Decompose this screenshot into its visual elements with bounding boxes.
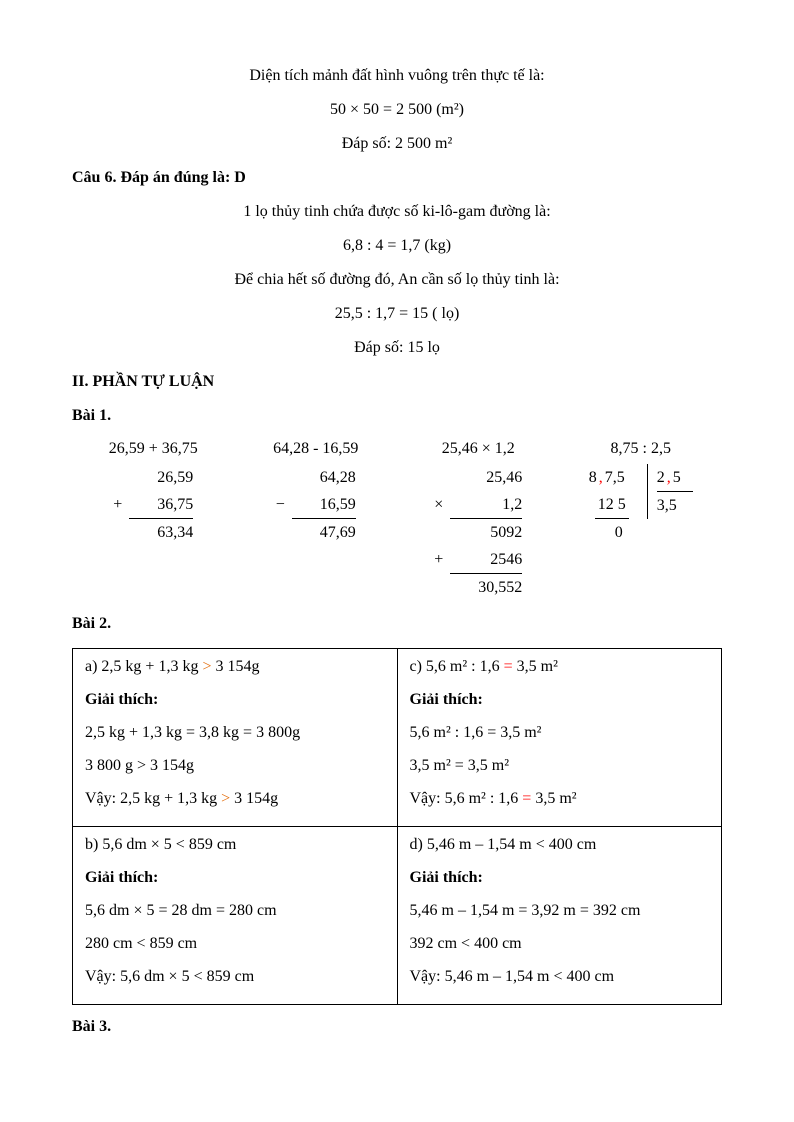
spacer	[434, 574, 450, 601]
conclusion-c	[410, 789, 710, 809]
explain-line: 2,5 kg + 1,3 kg = 3,8 kg = 3 800g	[85, 724, 301, 741]
conclusion-d: Vậy: 5,46 m – 1,54 m < 400 cm	[409, 968, 615, 985]
division-working: 12 5	[595, 491, 629, 519]
comparison-symbol: =	[522, 790, 532, 807]
statement-a-pre: a) 2,5 kg + 1,3 kg	[85, 658, 203, 675]
expression-division: 8,75 : 2,5	[610, 440, 671, 457]
spacer	[276, 464, 292, 491]
cau6-solution-line-2: Để chia hết số đường đó, An cần số lọ thủy tinh là:	[234, 271, 560, 288]
explain-line: 3,5 m² = 3,5 m²	[409, 757, 510, 774]
explain-line: 280 cm < 859 cm	[85, 935, 198, 952]
multiplication-work-column	[397, 464, 560, 606]
explain-label: Giải thích:	[409, 691, 483, 708]
explain-line: 392 cm < 400 cm	[409, 935, 522, 952]
difference-result: 47,69	[319, 524, 356, 541]
dividend-tail: 7,5	[604, 469, 625, 486]
cau5-answer: Đáp số: 2 500 m²	[341, 135, 453, 152]
division-work-column	[560, 464, 723, 606]
cau6-solution-line-1: 1 lọ thủy tinh chứa được số ki-lô-gam đường là:	[243, 203, 551, 220]
statement-b: b) 5,6 dm × 5 < 859 cm	[85, 836, 237, 853]
multiplication-work	[434, 464, 522, 601]
minus-operator: −	[275, 496, 285, 513]
spacer	[276, 519, 292, 546]
cau6-heading: Câu 6. Đáp án đúng là: D	[72, 169, 246, 186]
cau6-calculation-1: 6,8 : 4 = 1,7 (kg)	[342, 237, 452, 254]
cell-c	[397, 649, 722, 827]
cell-a	[73, 649, 398, 827]
explain-label: Giải thích:	[409, 869, 483, 886]
bai1-worked-row	[72, 464, 722, 606]
conclusion-a-post: 3 154g	[230, 790, 279, 807]
bai1-expressions-row	[72, 440, 722, 458]
table-row	[73, 649, 722, 827]
division-work	[589, 464, 693, 546]
moved-decimal-comma: ,	[666, 469, 671, 486]
spacer	[113, 519, 129, 546]
addition-work-column	[72, 464, 235, 606]
remainder: 0	[614, 524, 623, 541]
product-result: 30,552	[478, 579, 523, 596]
conclusion-a-pre: Vậy: 2,5 kg + 1,3 kg	[85, 790, 222, 807]
minuend: 64,28	[319, 469, 356, 486]
plus-operator: +	[113, 496, 123, 513]
section-2-heading: II. PHẦN TỰ LUẬN	[72, 373, 215, 390]
explain-line: 5,6 m² : 1,6 = 3,5 m²	[409, 724, 542, 741]
bai3-heading: Bài 3.	[72, 1018, 112, 1035]
explain-label: Giải thích:	[85, 691, 159, 708]
cell-d	[397, 827, 722, 1005]
addend-2: 36,75	[129, 491, 193, 519]
comparison-symbol: >	[202, 658, 212, 675]
dividend-head: 8	[588, 469, 597, 486]
divisor-column	[647, 464, 693, 519]
cell-b	[73, 827, 398, 1005]
statement-a-post: 3 154g	[211, 658, 260, 675]
moved-decimal-comma: ,	[598, 469, 603, 486]
table-row	[73, 827, 722, 1005]
cau6-calculation-2: 25,5 : 1,7 = 15 ( lọ)	[334, 305, 460, 322]
comparison-symbol: >	[221, 790, 231, 807]
divisor	[657, 464, 693, 492]
cau6-answer: Đáp số: 15 lọ	[354, 339, 440, 356]
quotient: 3,5	[656, 497, 677, 514]
expression-multiplication: 25,46 × 1,2	[441, 440, 515, 457]
factor-1: 25,46	[486, 469, 523, 486]
subtrahend: 16,59	[292, 491, 356, 519]
explain-line: 3 800 g > 3 154g	[85, 757, 195, 774]
statement-a	[85, 657, 385, 677]
expression-addition: 26,59 + 36,75	[108, 440, 198, 457]
explain-label: Giải thích:	[85, 869, 159, 886]
comparison-symbol: =	[503, 658, 513, 675]
sum-result: 63,34	[157, 524, 194, 541]
subtraction-work	[276, 464, 356, 546]
subtraction-work-column	[235, 464, 398, 606]
conclusion-c-pre: Vậy: 5,6 m² : 1,6	[409, 790, 523, 807]
statement-d: d) 5,46 m – 1,54 m < 400 cm	[409, 836, 597, 853]
spacer	[434, 519, 450, 546]
bai2-heading: Bài 2.	[72, 615, 112, 632]
partial-product-1: 5092	[490, 524, 523, 541]
divisor-head: 2	[656, 469, 665, 486]
spacer	[113, 464, 129, 491]
statement-c-pre: c) 5,6 m² : 1,6	[409, 658, 504, 675]
statement-c	[410, 657, 710, 677]
conclusion-c-post: 3,5 m²	[531, 790, 577, 807]
cau5-solution-line-1: Diện tích mảnh đất hình vuông trên thực tế là:	[249, 67, 545, 84]
times-operator: ×	[434, 496, 444, 513]
factor-2: 1,2	[450, 491, 522, 519]
bai1-heading: Bài 1.	[72, 407, 112, 424]
addition-work	[113, 464, 193, 546]
cau5-calculation: 50 × 50 = 2 500 (m²)	[330, 101, 464, 118]
conclusion-b: Vậy: 5,6 dm × 5 < 859 cm	[85, 968, 255, 985]
explain-line: 5,46 m – 1,54 m = 3,92 m = 392 cm	[409, 902, 641, 919]
plus-operator: +	[434, 551, 444, 568]
addend-1: 26,59	[157, 469, 194, 486]
statement-c-post: 3,5 m²	[512, 658, 558, 675]
explain-line: 5,6 dm × 5 = 28 dm = 280 cm	[85, 902, 277, 919]
division-working-row	[589, 491, 638, 519]
conclusion-a	[85, 789, 385, 809]
spacer	[434, 464, 450, 491]
dividend	[589, 464, 638, 491]
bai2-table	[72, 648, 722, 1005]
expression-subtraction: 64,28 - 16,59	[273, 440, 359, 457]
dividend-column	[589, 464, 647, 546]
partial-product-2: 2546	[450, 546, 522, 574]
divisor-tail: 5	[672, 469, 681, 486]
